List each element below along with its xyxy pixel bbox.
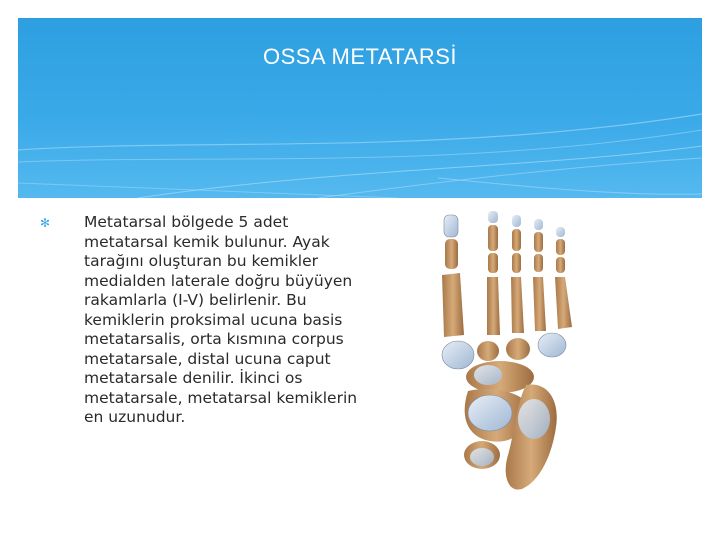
slide-title: OSSA METATARSİ xyxy=(262,44,458,69)
title-banner xyxy=(18,18,702,198)
asterisk-bullet-icon: ✻ xyxy=(40,216,51,230)
phalanges xyxy=(444,211,565,273)
tarsal-bones xyxy=(442,333,566,490)
body-paragraph: Metatarsal bölgede 5 adet metatarsal kemik bulunur. Ayak tarağını oluşturan bu kemikler medialden laterale doğru büyüyen rakamlarla (I-V) belirlenir. Bu kemiklerin proksimal ucuna basis metatarsalis, orta kısmına corpus metatarsale, distal ucuna caput metatarsale denilir. İkinci os metatarsale, metatarsal kemiklerin en uzunudur. xyxy=(84,213,358,426)
foot-bones-illustration xyxy=(430,205,580,495)
content-text-block xyxy=(40,213,362,428)
metatarsal-bones xyxy=(442,273,572,337)
